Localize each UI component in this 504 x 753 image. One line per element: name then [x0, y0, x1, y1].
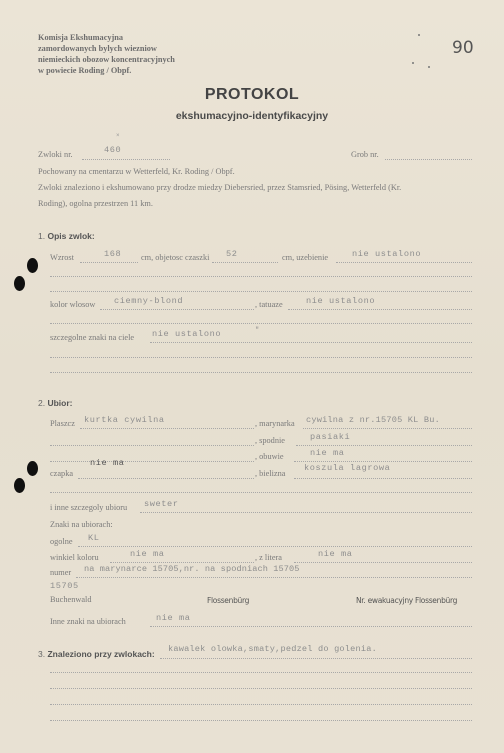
kolor-line: [100, 309, 254, 310]
znaki-value: nie ustalono: [152, 329, 222, 339]
blank-line: [50, 461, 254, 462]
plaszcz-line: [80, 428, 254, 429]
blank-line: [50, 688, 472, 689]
ogolne-line: [78, 546, 472, 547]
tatuaze-value: nie ustalono: [306, 296, 376, 306]
bielizna-line: [294, 478, 472, 479]
zwloki-label: Zwloki nr.: [38, 150, 73, 159]
grob-line: [385, 159, 472, 160]
header-line-2: zamordowanych bylych wiezniow: [38, 44, 157, 53]
flossenburg-stamp: Flossenbürg: [207, 596, 250, 605]
objetosc-label: cm, objetosc czaszki: [141, 253, 210, 262]
uzebienie-label: cm, uzebienie: [282, 253, 329, 262]
grob-label: Grob nr.: [351, 150, 379, 159]
numer-label: numer: [50, 568, 72, 577]
znaleziono-value: kawalek olowka,smaty,pedzel do golenia.: [168, 644, 377, 654]
punch-hole: [14, 276, 25, 291]
inne-label: i inne szczegoly ubioru: [50, 503, 128, 512]
header-line-3: niemieckich obozow koncentracyjnych: [38, 55, 175, 64]
winkiel-value: nie ma: [130, 549, 165, 559]
page-number: 90: [452, 38, 474, 58]
kolor-label: kolor wlosow: [50, 300, 96, 309]
tatuaze-label: , tatuaze: [255, 300, 283, 309]
marynarka-label: , marynarka: [255, 419, 295, 428]
pochowany-text: Pochowany na cmentarzu w Wetterfeld, Kr. Roding / Obpf.: [38, 167, 235, 176]
wzrost-label: Wzrost: [50, 253, 74, 262]
litera-value: nie ma: [318, 549, 353, 559]
czaszka-value: 52: [226, 249, 238, 259]
paper-speck: [412, 62, 414, 64]
tatuaze-line: [288, 309, 472, 310]
czapka-value: nie ma: [90, 458, 125, 468]
section-3-number: 3.: [38, 649, 46, 659]
blank-line: [50, 704, 472, 705]
spodnie-value: pasiaki: [310, 432, 351, 442]
znaki-line: [150, 342, 472, 343]
znaki-mark: ": [255, 327, 260, 335]
blank-line: [50, 291, 472, 292]
inne-value: sweter: [144, 499, 179, 509]
plaszcz-label: Plaszcz: [50, 419, 75, 428]
inne-line: [140, 512, 472, 513]
document-subtitle: ekshumacyjno-identyfikacyjny: [175, 110, 329, 122]
inne-znaki-line: [150, 626, 472, 627]
znaki-label: szczegolne znaki na ciele: [50, 333, 135, 342]
punch-hole: [27, 461, 38, 476]
paper-speck: [418, 34, 420, 36]
znaleziono-line: [160, 658, 472, 659]
buchenwald-label: Buchenwald: [50, 595, 92, 604]
kolor-value: ciemny-blond: [114, 296, 184, 306]
obuwie-line: [294, 461, 472, 462]
section-1-heading: [38, 231, 95, 241]
znaleziono-text-2: Roding), ogolna przestrzen 11 km.: [38, 199, 153, 208]
bielizna-value: koszula lagrowa: [304, 463, 391, 473]
blank-line: [50, 672, 472, 673]
blank-line: [50, 323, 472, 324]
section-1-number: 1.: [38, 231, 46, 241]
ogolne-value: KL: [88, 533, 100, 543]
wzrost-line: [80, 262, 138, 263]
blank-line: [50, 445, 254, 446]
section-1-title: Opis zwlok:: [47, 231, 95, 241]
zwloki-line: [82, 159, 170, 160]
znaki-na-ubiorach-label: Znaki na ubiorach:: [50, 520, 113, 529]
litera-line: [294, 562, 472, 563]
header-line-1: Komisja Ekshumacyjna: [38, 33, 124, 42]
zwloki-value: 460: [104, 145, 122, 155]
section-2-heading: [38, 398, 73, 408]
wzrost-value: 168: [104, 249, 122, 259]
litera-label: , z litera: [255, 553, 282, 562]
obuwie-label: , obuwie: [255, 452, 284, 461]
document-title: PROTOKOL: [204, 86, 300, 103]
czapka-line: [78, 478, 254, 479]
punch-hole: [27, 258, 38, 273]
blank-line: [50, 276, 472, 277]
evacuation-number-stamp: Nr. ewakuacyjny Flossenbürg: [356, 596, 458, 605]
marynarka-value: cywilna z nr.15705 KL Bu.: [306, 415, 440, 425]
uzebienie-line: [336, 262, 472, 263]
numer-value: na marynarce 15705,nr. na spodniach 15705: [84, 564, 300, 574]
section-2-number: 2.: [38, 398, 46, 408]
ogolne-label: ogolne: [50, 537, 73, 546]
obuwie-value: nie ma: [310, 448, 345, 458]
section-3-title: Znaleziono przy zwlokach:: [47, 649, 155, 659]
znaleziono-text-1: Zwloki znaleziono i ekshumowano przy drodze miedzy Diebersried, przez Stamsried, Pösing, Wetterfeld (Kr.: [38, 183, 402, 192]
winkiel-line: [110, 562, 254, 563]
section-3-heading: [38, 649, 155, 659]
header-line-4: w powiecie Roding / Obpf.: [38, 66, 132, 75]
winkiel-label: winkiel koloru: [50, 553, 99, 562]
marynarka-line: [303, 428, 472, 429]
bielizna-label: , bielizna: [255, 469, 286, 478]
numer-line: [76, 577, 472, 578]
paper-speck: [428, 66, 430, 68]
spodnie-line: [296, 445, 472, 446]
zwloki-mark: ×: [116, 132, 121, 139]
blank-line: [50, 357, 472, 358]
punch-hole: [14, 478, 25, 493]
numer-value-2: 15705: [50, 581, 79, 591]
plaszcz-value: kurtka cywilna: [84, 415, 165, 425]
inne-znaki-label: Inne znaki na ubiorach: [50, 617, 126, 626]
blank-line: [50, 492, 472, 493]
blank-line: [50, 372, 472, 373]
uzebienie-value: nie ustalono: [352, 249, 422, 259]
spodnie-label: , spodnie: [255, 436, 285, 445]
czaszka-line: [212, 262, 278, 263]
section-2-title: Ubior:: [47, 398, 73, 408]
czapka-label: czapka: [50, 469, 74, 478]
blank-line: [50, 720, 472, 721]
inne-znaki-value: nie ma: [156, 613, 191, 623]
